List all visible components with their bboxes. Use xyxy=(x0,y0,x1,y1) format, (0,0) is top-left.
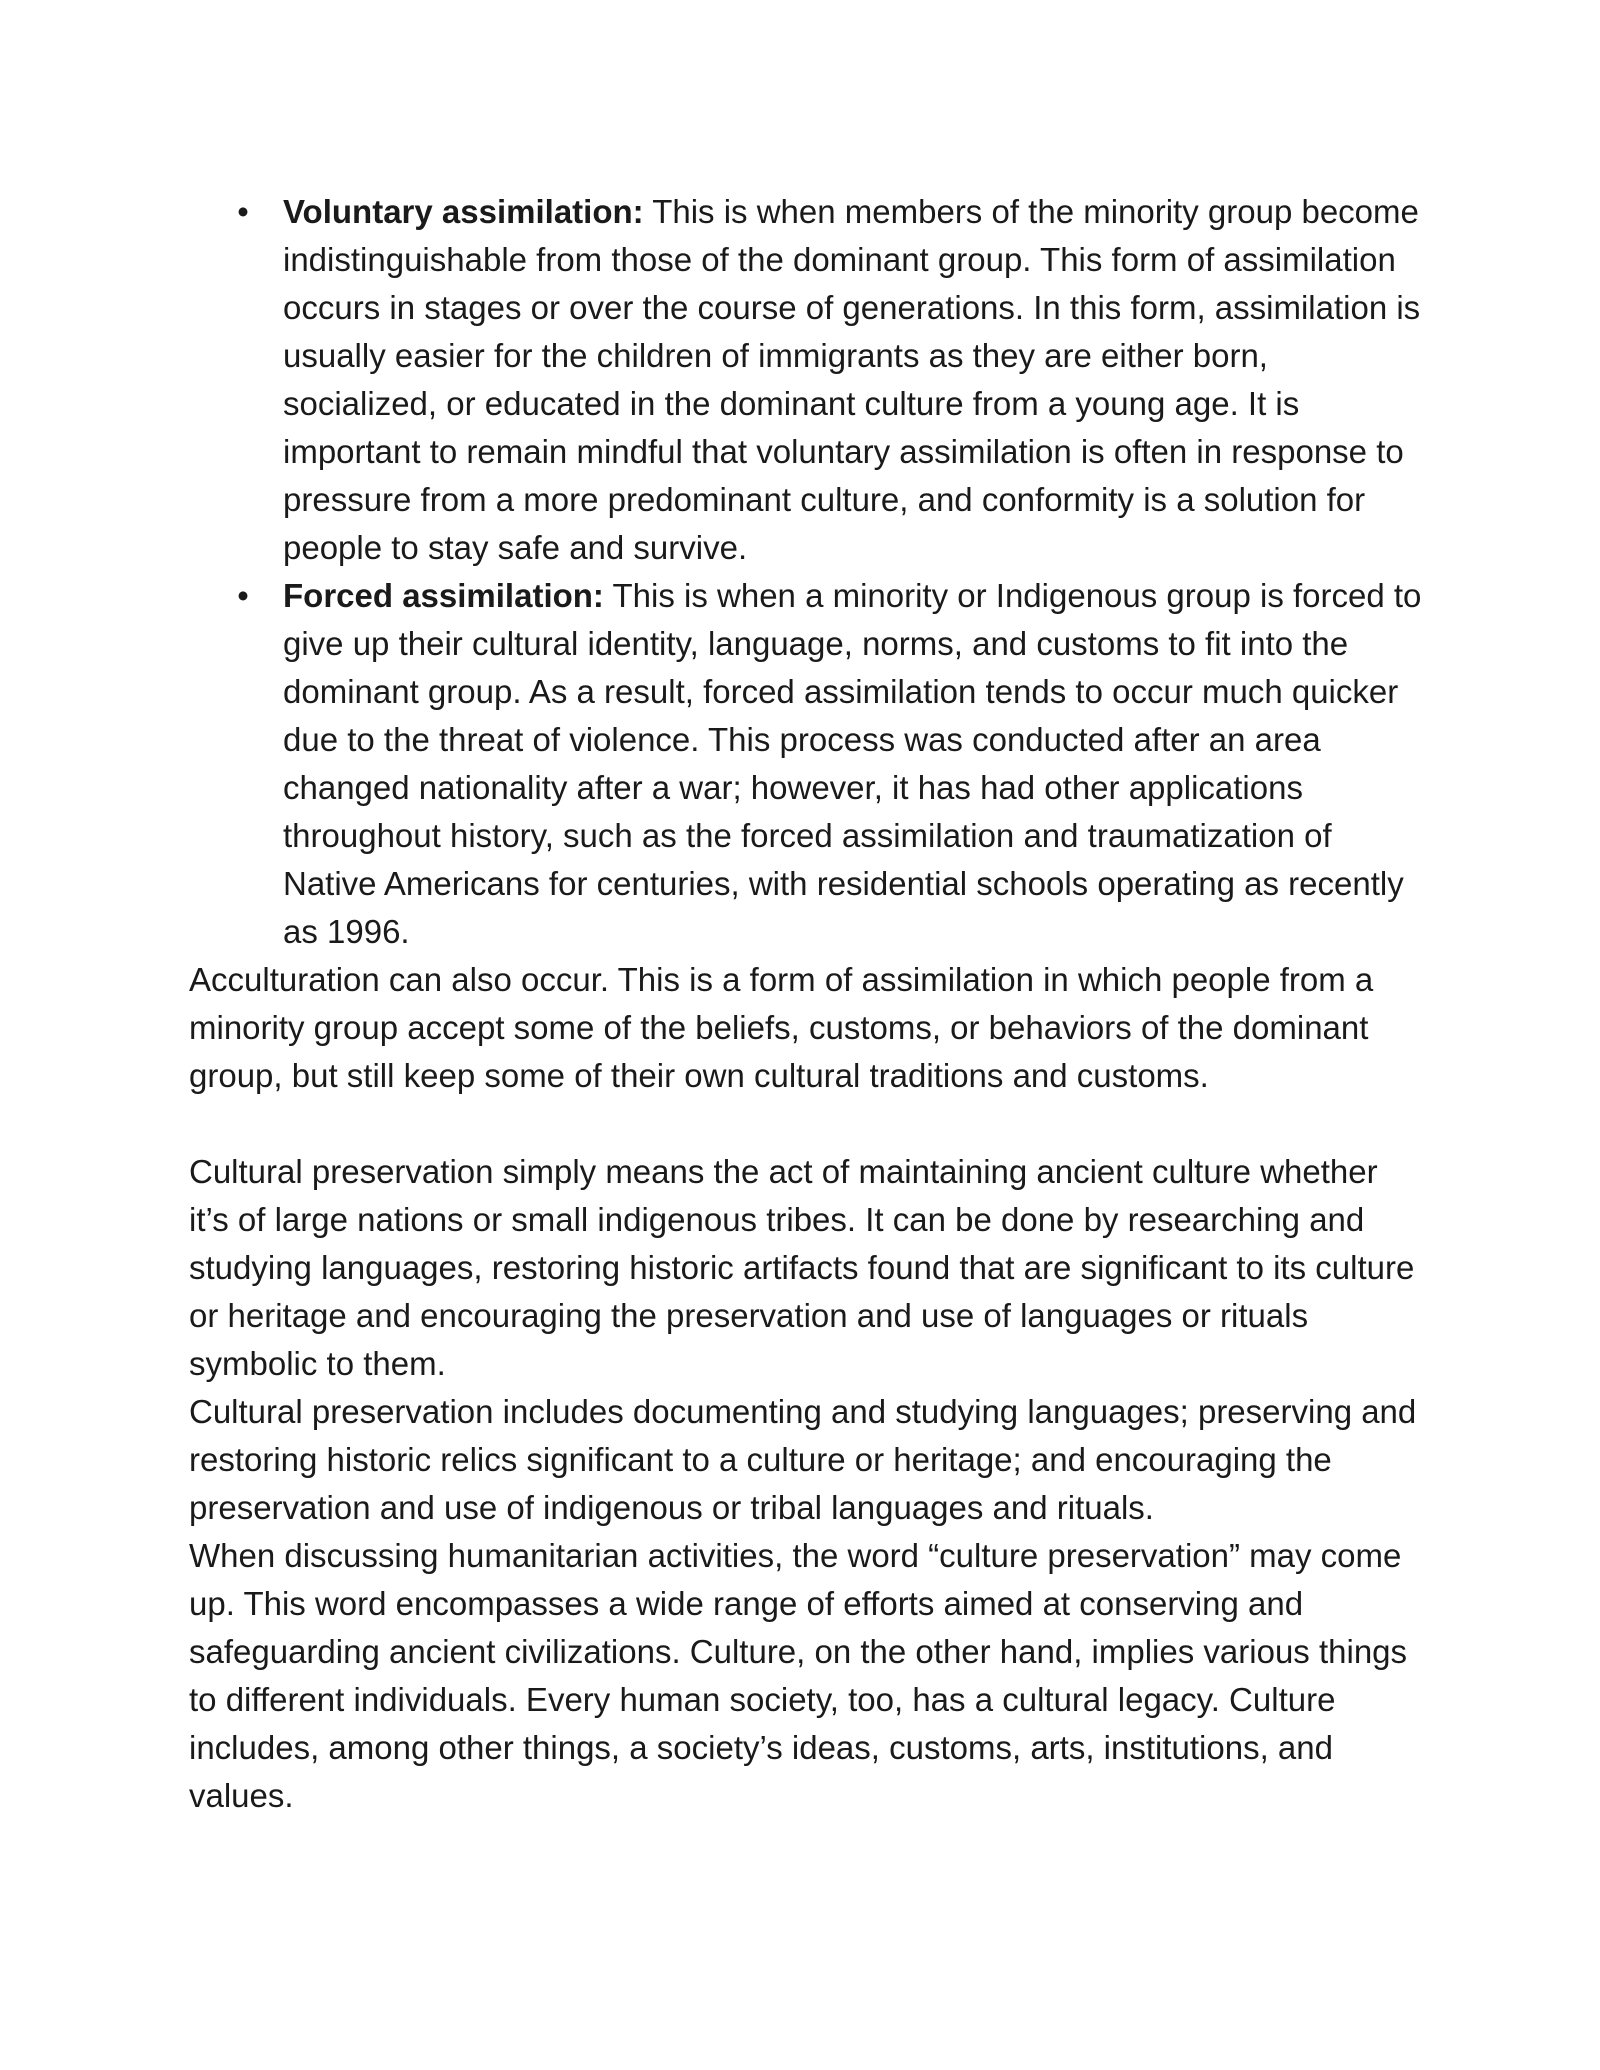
list-item-voluntary-assimilation xyxy=(189,188,1424,572)
bullet-icon: • xyxy=(237,193,249,230)
definition-voluntary-assimilation: This is when members of the minority group become indistinguishable from those of the dominant group. This form of assimilation occurs in stages or over the course of generations. In this form, assimilation is usually easier for the children of immigrants as they are either born, socialized, or educated in the dominant culture from a young age. It is important to remain mindful that voluntary assimilation is often in response to pressure from a more predominant culture, and conformity is a solution for people to stay safe and survive. xyxy=(283,193,1421,566)
term-voluntary-assimilation: Voluntary assimilation: xyxy=(283,193,644,230)
paragraph-cultural-preservation-definition: Cultural preservation simply means the act of maintaining ancient culture whether it’s of large nations or small indigenous tribes. It can be done by researching and studying languages, restoring historic artifacts found that are significant to its culture or heritage and encouraging the preservation and use of languages or rituals symbolic to them. xyxy=(189,1153,1415,1382)
paragraph-humanitarian-culture: When discussing humanitarian activities, the word “culture preservation” may come up. This word encompasses a wide range of efforts aimed at conserving and safeguarding ancient civilizations. Culture, on the other hand, implies various things to different individuals. Every human society, too, has a cultural legacy. Culture includes, among other things, a society’s ideas, customs, arts, institutions, and values. xyxy=(189,1537,1408,1814)
paragraph-cultural-preservation-includes: Cultural preservation includes documenting and studying languages; preserving and restoring historic relics significant to a culture or heritage; and encouraging the preservation and use of indigenous or tribal languages and rituals. xyxy=(189,1393,1417,1526)
bullet-icon: • xyxy=(237,577,249,614)
blank-line xyxy=(189,1100,1424,1148)
term-forced-assimilation: Forced assimilation: xyxy=(283,577,604,614)
paragraph-acculturation: Acculturation can also occur. This is a form of assimilation in which people from a minority group accept some of the beliefs, customs, or behaviors of the dominant group, but still keep some of their own cultural traditions and customs. xyxy=(189,961,1374,1094)
assimilation-types-list xyxy=(189,188,1424,956)
document-body xyxy=(189,188,1424,1820)
definition-forced-assimilation: This is when a minority or Indigenous group is forced to give up their cultural identity, language, norms, and customs to fit into the dominant group. As a result, forced assimilation tends to occur much quicker due to the threat of violence. This process was conducted after an area changed nationality after a war; however, it has had other applications throughout history, such as the forced assimilation and traumatization of Native Americans for centuries, with residential schools operating as recently as 1996. xyxy=(283,577,1422,950)
list-item-forced-assimilation xyxy=(189,572,1424,956)
